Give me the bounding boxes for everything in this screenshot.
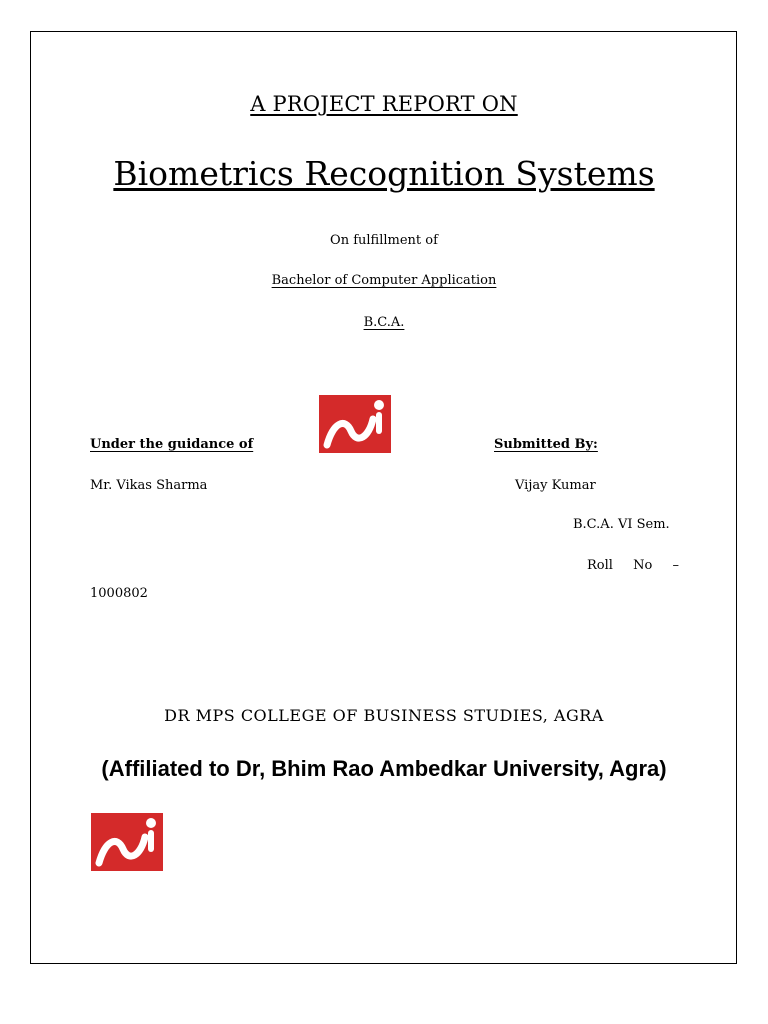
report-title: Biometrics Recognition Systems <box>113 154 655 193</box>
roll-number: 1000802 <box>90 586 148 601</box>
college-logo-icon <box>91 813 163 871</box>
roll-dash: – <box>672 558 679 573</box>
affiliation-text: (Affiliated to Dr, Bhim Rao Ambedkar University, Agra) <box>101 756 667 781</box>
college-logo-icon <box>319 395 391 453</box>
roll-number-label <box>587 558 679 573</box>
college-name: DR MPS COLLEGE OF BUSINESS STUDIES, AGRA <box>164 706 604 725</box>
degree-name: Bachelor of Computer Application <box>271 273 497 288</box>
report-heading: A PROJECT REPORT ON <box>250 92 518 116</box>
student-name: Vijay Kumar <box>515 478 596 493</box>
guide-name: Mr. Vikas Sharma <box>90 478 208 493</box>
fulfillment-text: On fulfillment of <box>330 233 438 248</box>
degree-abbreviation: B.C.A. <box>363 315 405 330</box>
no-word: No <box>633 558 653 573</box>
semester: B.C.A. VI Sem. <box>573 517 670 532</box>
guidance-label: Under the guidance of <box>90 437 254 452</box>
roll-word: Roll <box>587 558 613 573</box>
submitted-by-label: Submitted By: <box>494 437 598 452</box>
